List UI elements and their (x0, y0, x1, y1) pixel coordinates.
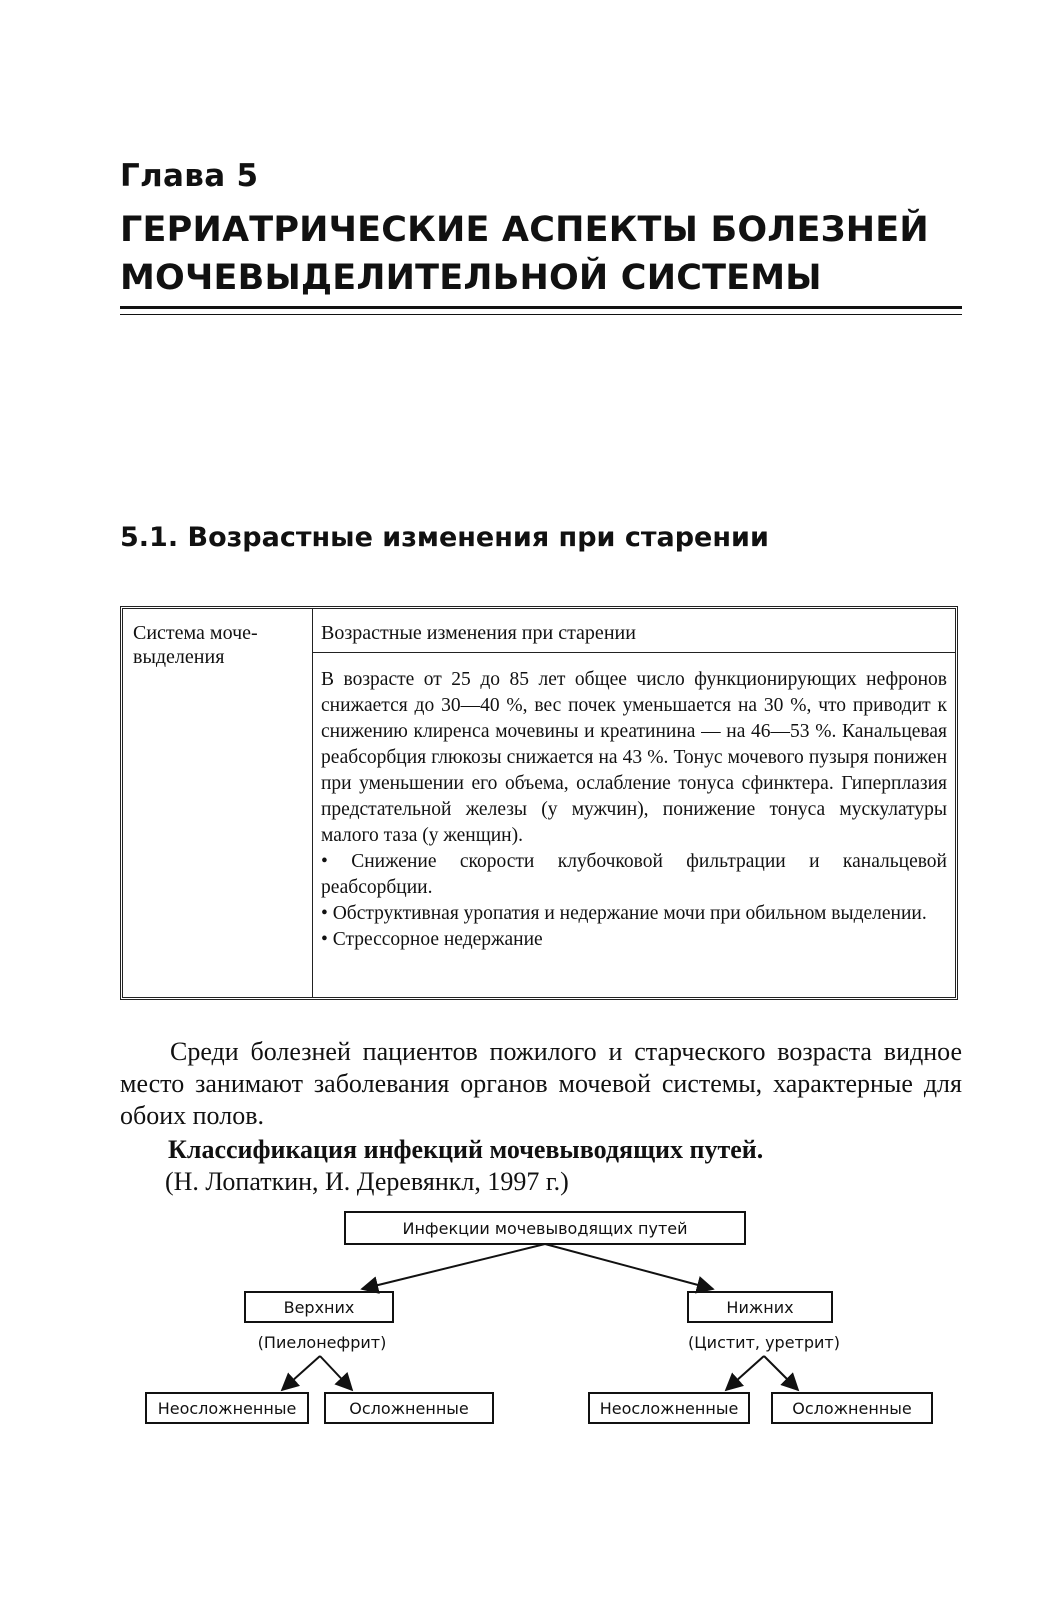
lower-uncomplicated-label: Неосложненные (599, 1399, 739, 1418)
upper-complicated-label: Осложненные (349, 1399, 469, 1418)
intro-paragraph: Среди болезней пациентов пожилого и старческого возраста видное место занимают заболевания органов мочевой системы, характерные для обоих полов. (120, 1037, 962, 1130)
table-bullet-2: • Обструктивная уропатия и недержание мочи при обильном выделении. (321, 903, 927, 924)
section-title: 5.1. Возрастные изменения при старении (120, 522, 769, 553)
table-left-header: Система моче-выделения (123, 609, 313, 997)
arrow-lower-to-complicated (764, 1356, 798, 1390)
arrow-lower-to-uncomplicated (726, 1356, 764, 1390)
table-bullet-1: • Снижение скорости клубочковой фильтрации и канальцевой реабсорбции. (321, 851, 947, 898)
table-bullet-3: • Стрессорное недержание (321, 929, 543, 950)
arrow-root-to-lower (545, 1244, 713, 1289)
lower-complicated-label: Осложненные (792, 1399, 912, 1418)
upper-note: (Пиелонефрит) (257, 1333, 387, 1352)
upper-label: Верхних (283, 1298, 355, 1317)
arrow-upper-to-uncomplicated (282, 1356, 320, 1390)
table-body-paragraph: В возрасте от 25 до 85 лет общее число функционирующих нефронов снижается до 30—40 %, вес почек уменьшается на 30 %, что приводит к снижению клиренса мочевины и креатинина — на 46—53 %. Канальцевая реабсорбция глюкозы снижается на 43 %. Тонус мочевого пузыря понижен при уменьшении его объема, ослабление тонуса сфинктера. Гиперплазия предстательной железы (у мужчин), понижение тонуса мускулатуры малого таза (у женщин). (321, 669, 947, 846)
upper-uncomplicated-label: Неосложненные (157, 1399, 297, 1418)
chapter-title-line-1: ГЕРИАТРИЧЕСКИЕ АСПЕКТЫ БОЛЕЗНЕЙ (120, 210, 929, 250)
root-label: Инфекции мочевыводящих путей (402, 1219, 688, 1238)
classification-title: Классификация инфекций мочевыводящих путей. (168, 1135, 764, 1164)
lower-label: Нижних (726, 1298, 794, 1317)
table-right-header: Возрастные изменения при старении (313, 609, 955, 653)
classification-source: (Н. Лопаткин, И. Деревянкл, 1997 г.) (165, 1167, 569, 1196)
arrow-root-to-upper (362, 1244, 545, 1289)
lower-note: (Цистит, уретрит) (688, 1333, 840, 1352)
arrow-upper-to-complicated (320, 1356, 352, 1390)
chapter-label: Глава 5 (120, 158, 259, 194)
chapter-title-line-2: МОЧЕВЫДЕЛИТЕЛЬНОЙ СИСТЕМЫ (120, 258, 822, 298)
